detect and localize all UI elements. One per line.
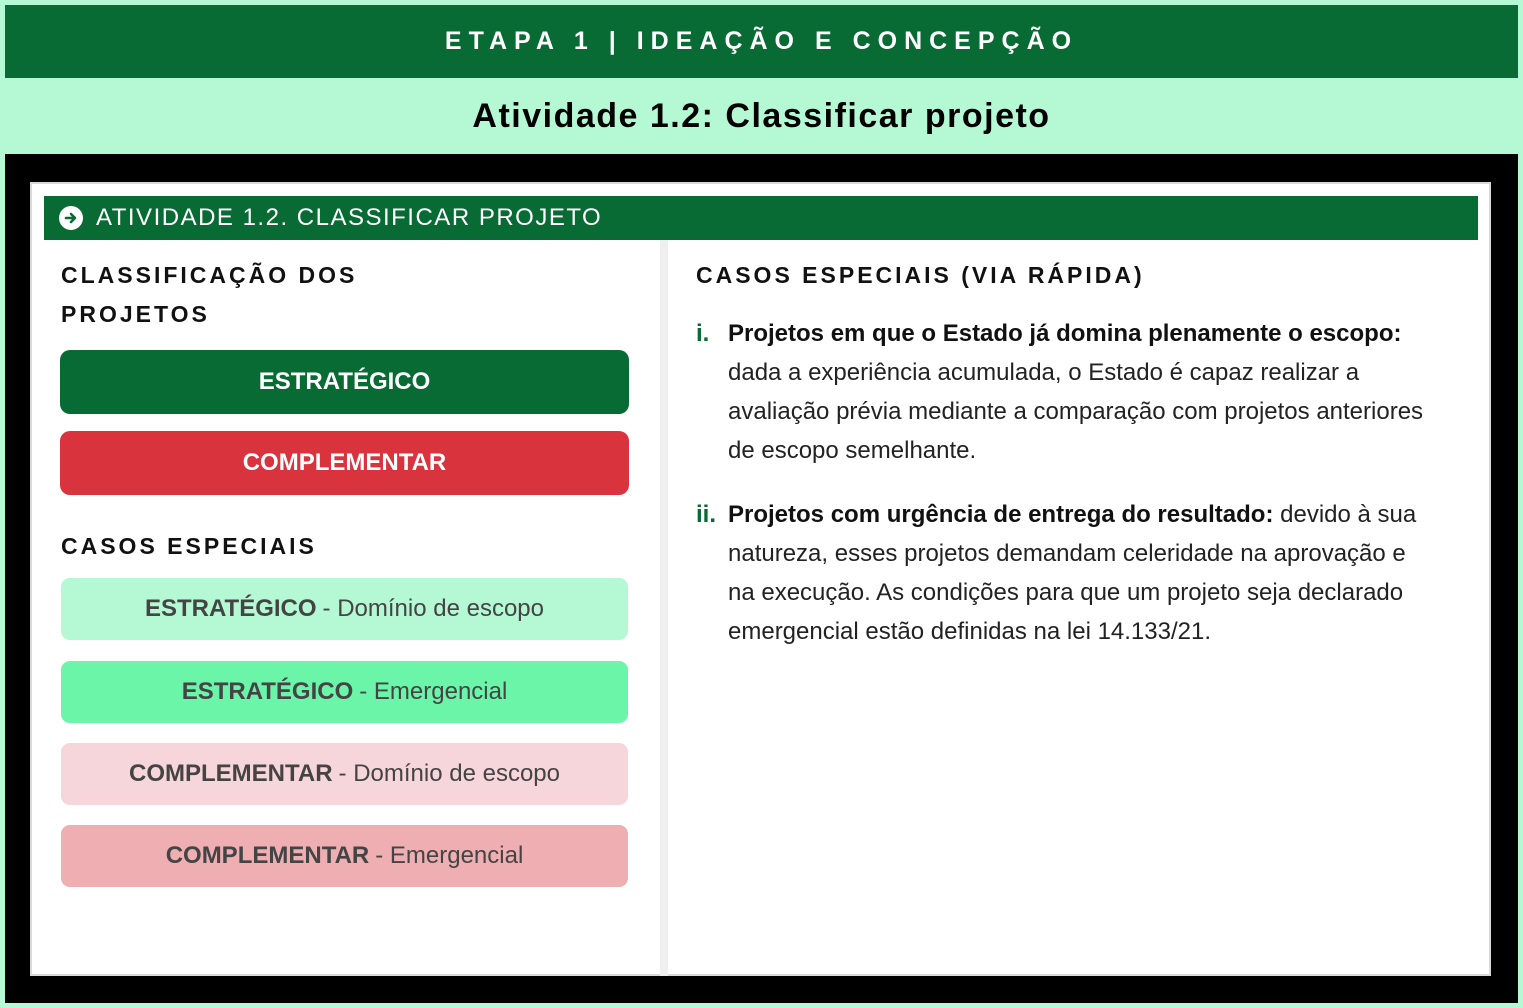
list-item-text: dada a experiência acumulada, o Estado é capaz realizar a avaliação prévia mediante a comparação com projetos anteriores de escopo semelhante. [728, 359, 1424, 464]
panel-header [44, 196, 1478, 240]
column-divider [660, 240, 668, 976]
classification-title [61, 256, 357, 334]
list-item [696, 495, 1436, 651]
list-item-lead: Projetos com urgência de entrega do resultado: [728, 501, 1274, 528]
classification-complementary [60, 431, 629, 495]
stage-title-bar [5, 5, 1518, 78]
special-case-type: ESTRATÉGICO [181, 678, 354, 705]
classification-title-line1: CLASSIFICAÇÃO DOS [61, 262, 358, 288]
arrow-right-circle-icon [59, 206, 83, 230]
activity-panel [30, 182, 1491, 976]
classification-title-line2: PROJETOS [61, 301, 210, 327]
list-item [696, 314, 1436, 470]
special-case-strategic-scope [61, 578, 628, 640]
classification-complementary-label: COMPLEMENTAR [242, 449, 447, 476]
list-numeral: ii. [696, 501, 717, 528]
panel-header-label: ATIVIDADE 1.2. CLASSIFICAR PROJETO [96, 204, 603, 231]
list-numeral: i. [696, 320, 710, 347]
special-case-complementary-scope [61, 743, 628, 805]
special-case-type: COMPLEMENTAR [129, 760, 333, 787]
special-case-type: COMPLEMENTAR [165, 842, 370, 869]
special-case-strategic-emergency [61, 661, 628, 723]
special-case-detail: - Domínio de escopo [338, 760, 560, 787]
stage-title: ETAPA 1 | IDEAÇÃO E CONCEPÇÃO [444, 27, 1079, 55]
special-case-type: ESTRATÉGICO [144, 595, 317, 622]
activity-title-bar [5, 78, 1518, 154]
special-case-complementary-emergency [61, 825, 628, 887]
fast-track-title [696, 256, 1145, 295]
classification-strategic [60, 350, 629, 414]
activity-title: Atividade 1.2: Classificar projeto [472, 96, 1051, 135]
fast-track-title-label: CASOS ESPECIAIS (VIA RÁPIDA) [696, 262, 1145, 288]
classification-strategic-label: ESTRATÉGICO [258, 368, 431, 395]
list-item-lead: Projetos em que o Estado já domina plenamente o escopo: [728, 320, 1402, 347]
special-case-detail: - Emergencial [359, 678, 508, 705]
special-case-detail: - Emergencial [375, 842, 524, 869]
special-cases-title-label: CASOS ESPECIAIS [61, 533, 317, 559]
special-case-detail: - Domínio de escopo [322, 595, 544, 622]
special-cases-title [61, 527, 317, 566]
fast-track-list [696, 314, 1436, 676]
list-item-text: devido à sua natureza, esses projetos demandam celeridade na aprovação e na execução. As condições para que um projeto seja declarado emergencial estão definidas na lei 14.133/21. [728, 501, 1417, 645]
